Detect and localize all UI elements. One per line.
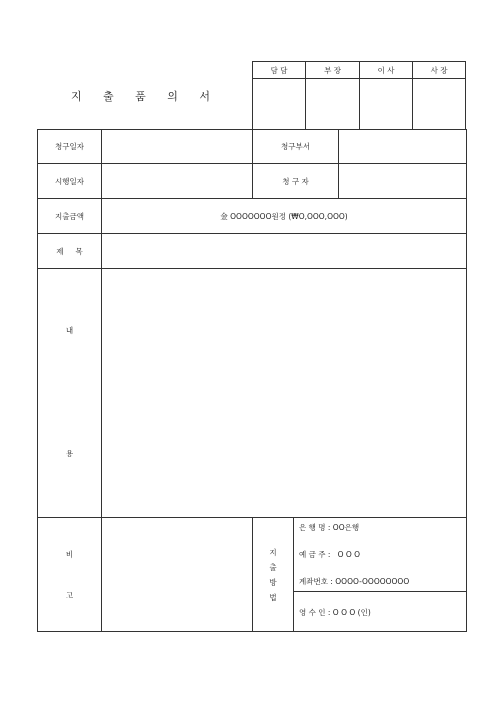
request-date-field[interactable]	[102, 130, 252, 163]
account-number[interactable]: 계좌번호 : OOOO-OOOOOOOO	[299, 576, 410, 586]
note-label-bottom: 고	[65, 590, 74, 600]
method-char-4: 법	[269, 592, 277, 602]
approval-sign-president[interactable]	[413, 79, 465, 129]
note-field[interactable]	[102, 518, 252, 631]
amount-label: 지출금액	[55, 211, 84, 221]
exec-date-field[interactable]	[102, 164, 252, 198]
content-field[interactable]	[102, 269, 466, 517]
requester-label: 청 구 자	[282, 176, 309, 186]
approval-header-manager: 담 담	[270, 65, 288, 75]
method-char-1: 지	[269, 547, 277, 557]
request-dept-label: 청구부서	[281, 142, 310, 151]
amount-value[interactable]: 金 OOOOOOO원정 (₩O,OOO,OOO)	[220, 211, 348, 221]
approval-header-dept-head: 부 장	[324, 65, 341, 75]
receiver[interactable]: 영 수 인 : O O O (인)	[299, 607, 371, 617]
approval-sign-manager[interactable]	[253, 79, 305, 129]
exec-date-label: 시행일자	[55, 176, 84, 186]
note-label-top: 비	[65, 549, 74, 559]
approval-sign-dept-head[interactable]	[306, 79, 359, 129]
payment-method-label	[253, 518, 293, 631]
content-label-top: 내	[65, 325, 74, 335]
request-date-label: 청구일자	[55, 142, 84, 151]
method-char-3: 방	[269, 577, 277, 587]
form-title: 지 출 품 의 서	[70, 90, 220, 103]
content-label-bottom: 용	[65, 448, 74, 458]
approval-header-director: 이 사	[377, 65, 395, 75]
approval-header-president: 사 장	[430, 65, 448, 75]
request-dept-field[interactable]	[339, 130, 466, 163]
account-holder[interactable]: 예 금 주 : O O O	[299, 549, 361, 559]
bank-name[interactable]: 은 행 명 : OO은행	[299, 522, 360, 532]
method-char-2: 출	[269, 562, 277, 572]
subject-field[interactable]	[102, 234, 466, 268]
subject-label: 제 목	[56, 246, 83, 256]
requester-field[interactable]	[339, 164, 466, 198]
approval-sign-director[interactable]	[360, 79, 412, 129]
